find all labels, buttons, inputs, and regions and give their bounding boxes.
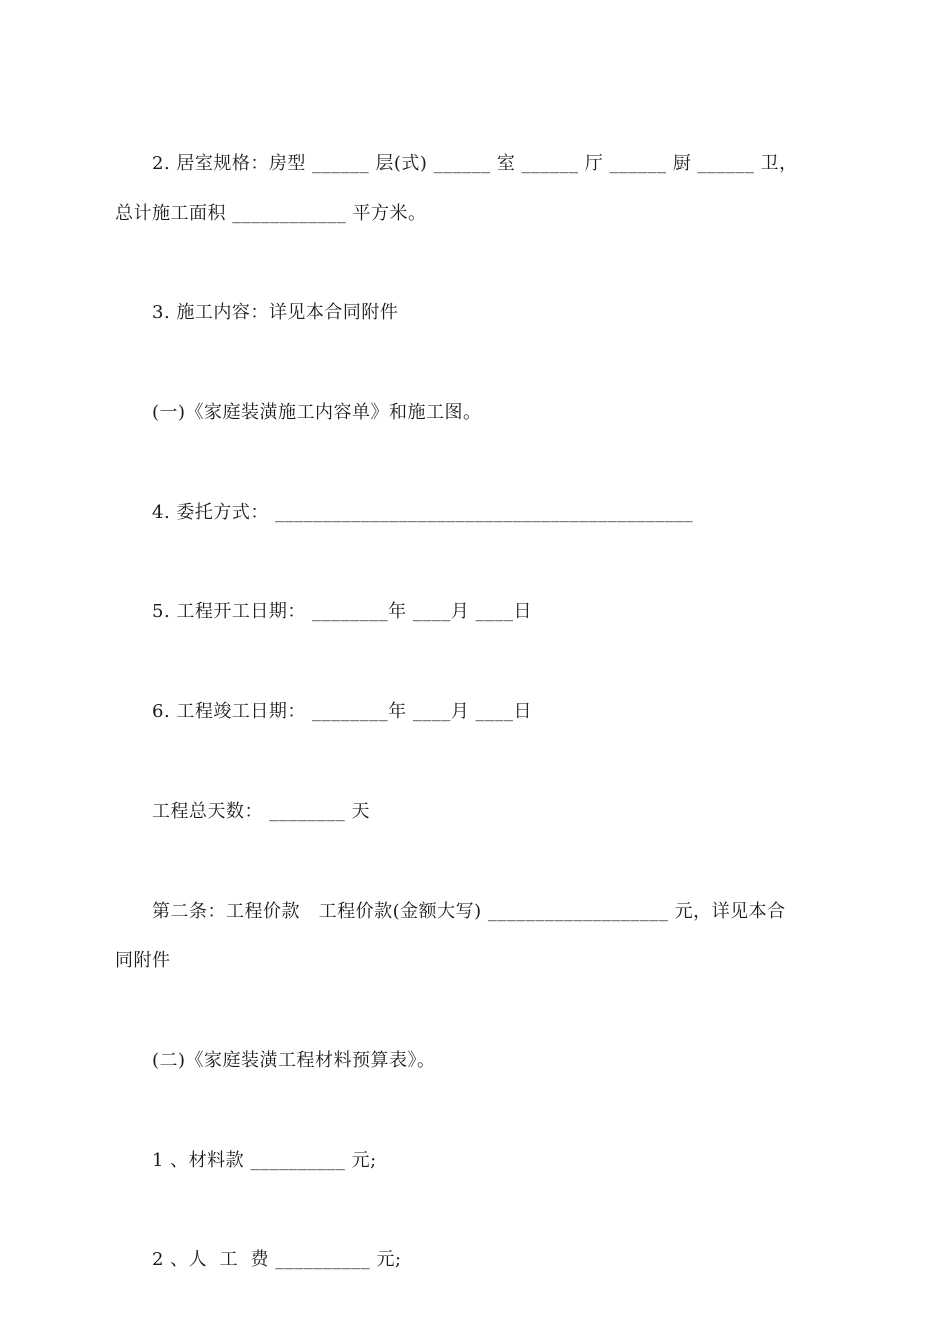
start-date-line: 5. 工程开工日期： ________年 ____月 ____日 [152, 601, 533, 622]
attachment-two-line: (二)《家庭装潢工程材料预算表》。 [152, 1050, 436, 1071]
total-days-line: 工程总天数： ________ 天 [152, 801, 370, 822]
commission-method-line: 4. 委托方式： ____________________________________________ [152, 502, 694, 523]
attachment-one-line: (一)《家庭装潢施工内容单》和施工图。 [152, 402, 482, 423]
completion-date-line: 6. 工程竣工日期： ________年 ____月 ____日 [152, 701, 533, 722]
total-area-line: 总计施工面积 ____________ 平方米。 [115, 203, 427, 224]
construction-content-line: 3. 施工内容：详见本合同附件 [152, 302, 399, 323]
project-price-continuation: 同附件 [115, 950, 171, 971]
room-spec-line: 2. 居室规格：房型 ______ 层(式) ______ 室 ______ 厅 ______ 厨 ______ 卫， [152, 153, 798, 174]
material-cost-line: 1 、材料款 __________ 元; [152, 1150, 377, 1171]
labor-cost-line: 2 、人 工 费 __________ 元; [152, 1249, 402, 1270]
project-price-line: 第二条：工程价款 工程价款(金额大写) ___________________ 元，详见本合 [152, 901, 786, 922]
